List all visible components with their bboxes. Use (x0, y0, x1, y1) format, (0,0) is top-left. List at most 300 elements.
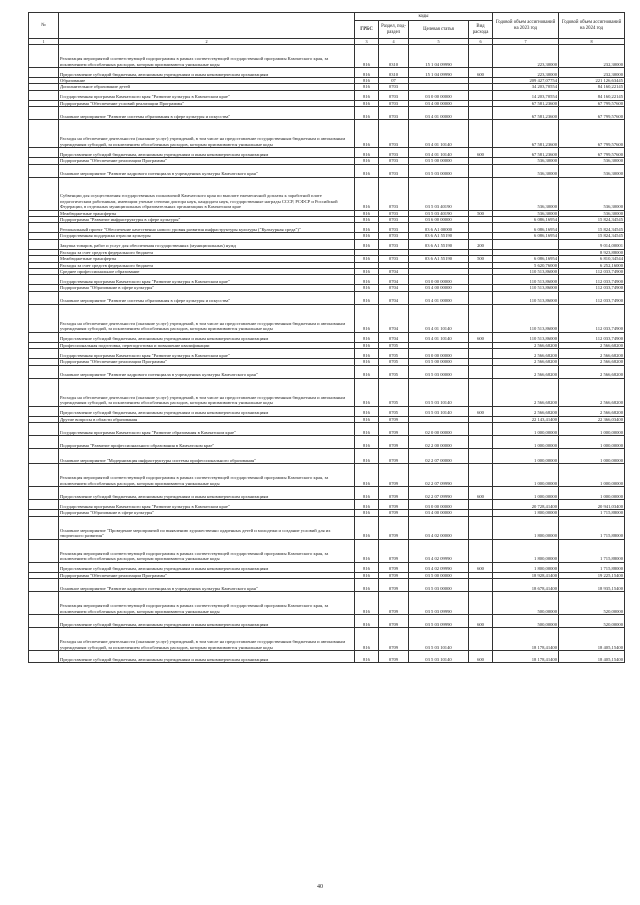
row-csr-cell: 02 2 07 09990 (409, 487, 469, 500)
row-volume-2023-cell: 2 566,68200 (493, 406, 559, 416)
row-grbs-cell: 816 (355, 239, 379, 249)
row-volume-2023-cell: 5 620,76000 (493, 262, 559, 268)
row-vr-cell: 600 (469, 650, 493, 662)
row-razdel-cell: 0703 (379, 158, 409, 164)
row-name-cell: Предоставление субсидий бюджетным, автономным учреждениям и иным некоммерческим организациям (59, 562, 355, 572)
row-grbs-cell: 816 (355, 464, 379, 487)
row-grbs-cell: 816 (355, 233, 379, 239)
row-volume-2024-cell: 232,30000 (559, 68, 625, 78)
row-razdel-cell: 0709 (379, 416, 409, 422)
row-razdel-cell: 0709 (379, 464, 409, 487)
row-name-cell: Подпрограмма "Обеспечение реализации Программы" (59, 158, 355, 164)
row-grbs-cell: 816 (355, 291, 379, 304)
row-grbs-cell: 816 (355, 614, 379, 627)
table-row (29, 516, 625, 539)
row-volume-2023-cell: 536,30000 (493, 210, 559, 216)
row-number-cell (29, 500, 59, 510)
row-name-cell: Государственная программа Камчатского края "Развитие культуры в Камчатском крае" (59, 90, 355, 100)
row-grbs-cell: 816 (355, 177, 379, 210)
row-grbs-cell: 816 (355, 562, 379, 572)
row-volume-2023-cell: 1 800,00000 (493, 539, 559, 562)
row-volume-2023-cell (493, 239, 559, 249)
row-volume-2024-cell: 2 566,68200 (559, 359, 625, 365)
column-number: 8 (559, 39, 625, 45)
row-name-cell: Предоставление субсидий бюджетным, автономным учреждениям и иным некоммерческим организациям (59, 614, 355, 627)
row-csr-cell: 03 6 00 00000 (409, 217, 469, 223)
row-grbs-cell: 816 (355, 627, 379, 650)
row-razdel-cell: 0703 (379, 84, 409, 90)
row-number-cell (29, 90, 59, 100)
row-volume-2024-cell: 1 000,00000 (559, 487, 625, 500)
row-name-cell: Предоставление субсидий бюджетным, автономным учреждениям и иным некоммерческим организациям (59, 650, 355, 662)
row-volume-2024-cell: 67 799,57600 (559, 100, 625, 106)
row-volume-2023-cell: 6 086,16954 (493, 233, 559, 239)
row-number-cell (29, 164, 59, 177)
row-volume-2024-cell: 1 000,00000 (559, 449, 625, 464)
row-vr-cell: 600 (469, 562, 493, 572)
row-vr-cell (469, 304, 493, 332)
row-volume-2024-cell: 536,30000 (559, 164, 625, 177)
row-razdel-cell: 0704 (379, 291, 409, 304)
row-volume-2024-cell: 1 715,88000 (559, 539, 625, 562)
row-razdel-cell: 0703 (379, 210, 409, 216)
row-number-cell (29, 304, 59, 332)
row-name-cell: Основное мероприятие "Развитие кадрового потенциала в учреждениях культуры Камчатского края" (59, 164, 355, 177)
row-volume-2023-cell: 1 000,00000 (493, 436, 559, 449)
row-name-cell: Расходы на обеспечение деятельности (оказание услуг) учреждений, в том числе на предоставление государственным бюджетным и автономным учреждениям субсидий, за исключением обособленных расходов, которым присваиваются уникальные коды (59, 627, 355, 650)
row-grbs-cell: 816 (355, 78, 379, 84)
row-volume-2023-cell: 1 000,00000 (493, 449, 559, 464)
row-volume-2024-cell: 67 799,57600 (559, 120, 625, 148)
row-volume-2024-cell: 1 715,88000 (559, 510, 625, 516)
row-volume-2024-cell: 1 715,88000 (559, 516, 625, 539)
row-name-cell: Государственная программа Камчатского края "Развитие культуры в Камчатском крае" (59, 275, 355, 285)
row-name-cell: Расходы за счет средств федерального бюджета (59, 249, 355, 255)
row-grbs-cell: 816 (355, 90, 379, 100)
row-volume-2023-cell: 500,00000 (493, 591, 559, 614)
row-vr-cell (469, 120, 493, 148)
row-name-cell: Реализация мероприятий соответствующей подпрограммы в рамках соответствующей государственной программы Камчатского края, за исключением обособленных расходов, которым присваиваются уникальные коды (59, 464, 355, 487)
row-name-cell: Другие вопросы в области образования (59, 416, 355, 422)
row-name-cell: Расходы за счет средств федерального бюджета (59, 262, 355, 268)
column-number: 7 (493, 39, 559, 45)
row-grbs-cell: 816 (355, 100, 379, 106)
row-vr-cell (469, 591, 493, 614)
row-volume-2023-cell: 22 143,41400 (493, 416, 559, 422)
column-number: 6 (469, 39, 493, 45)
row-name-cell: Подпрограмма "Образование в сфере культуры" (59, 285, 355, 291)
row-vr-cell (469, 516, 493, 539)
row-csr-cell: 03 0 00 00000 (409, 500, 469, 510)
row-grbs-cell: 816 (355, 120, 379, 148)
row-csr-cell: 03 4 01 10140 (409, 332, 469, 342)
row-volume-2024-cell: 2 566,68200 (559, 349, 625, 359)
row-number-cell (29, 650, 59, 662)
row-razdel-cell: 0709 (379, 516, 409, 539)
row-number-cell (29, 275, 59, 285)
row-csr-cell: 03 0 00 00000 (409, 90, 469, 100)
row-volume-2023-cell: 2 566,68200 (493, 349, 559, 359)
row-grbs-cell: 816 (355, 269, 379, 275)
row-name-cell: Государственная программа Камчатского края "Развитие культуры в Камчатском крае" (59, 500, 355, 510)
row-csr-cell: 03 5 03 10140 (409, 650, 469, 662)
table-row (29, 487, 625, 500)
table-row (29, 436, 625, 449)
table-row (29, 423, 625, 436)
row-volume-2024-cell: 1 000,00000 (559, 423, 625, 436)
row-volume-2023-cell: 536,30000 (493, 164, 559, 177)
row-vr-cell: 200 (469, 239, 493, 249)
table-row (29, 120, 625, 148)
row-csr-cell: 03 4 01 10140 (409, 148, 469, 158)
row-grbs-cell: 816 (355, 572, 379, 578)
row-name-cell: Межбюджетные трансферты (59, 210, 355, 216)
page-number: 40 (317, 884, 323, 890)
row-volume-2024-cell: 1 000,00000 (559, 464, 625, 487)
row-volume-2024-cell: 15 824,34545 (559, 223, 625, 233)
row-razdel-cell: 0709 (379, 539, 409, 562)
row-name-cell: Подпрограмма "Обеспечение реализации Программы" (59, 572, 355, 578)
row-name-cell: Подпрограмма "Образование в сфере культуры" (59, 510, 355, 516)
row-volume-2024-cell: 1 715,88000 (559, 562, 625, 572)
table-row (29, 349, 625, 359)
row-vr-cell (469, 423, 493, 436)
row-grbs-cell: 816 (355, 487, 379, 500)
row-razdel-cell: 0703 (379, 120, 409, 148)
row-number-cell (29, 406, 59, 416)
row-volume-2023-cell: 209 427,07754 (493, 78, 559, 84)
header-razdel: Раздел, под-раздел (379, 21, 409, 39)
row-vr-cell (469, 291, 493, 304)
row-razdel-cell: 0704 (379, 285, 409, 291)
row-razdel-cell: 0709 (379, 572, 409, 578)
row-number-cell (29, 487, 59, 500)
row-razdel-cell: 0709 (379, 449, 409, 464)
header-number: № (29, 13, 59, 39)
row-vr-cell: 500 (469, 256, 493, 262)
table-row (29, 223, 625, 233)
row-vr-cell (469, 449, 493, 464)
row-razdel-cell: 0709 (379, 650, 409, 662)
row-vr-cell (469, 164, 493, 177)
row-name-cell: Расходы на обеспечение деятельности (оказание услуг) учреждений, в том числе на предоставление государственным бюджетным и автономным учреждениям субсидий, за исключением обособленных расходов, которым присваиваются уникальные коды (59, 120, 355, 148)
row-csr-cell: 03 5 03 40190 (409, 210, 469, 216)
row-csr-cell: 02 2 00 00000 (409, 436, 469, 449)
row-name-cell: Межбюджетные трансферты (59, 256, 355, 262)
row-vr-cell: 600 (469, 614, 493, 627)
row-number-cell (29, 539, 59, 562)
row-number-cell (29, 349, 59, 359)
budget-table (28, 12, 625, 663)
row-razdel-cell: 0703 (379, 164, 409, 177)
row-vr-cell (469, 177, 493, 210)
row-razdel-cell: 0703 (379, 90, 409, 100)
row-name-cell: Предоставление субсидий бюджетным, автономным учреждениям и иным некоммерческим организациям (59, 148, 355, 158)
row-name-cell: Подпрограмма "Обеспечение реализации Программы" (59, 359, 355, 365)
row-csr-cell: 15 1 04 09990 (409, 68, 469, 78)
row-volume-2024-cell: 18 405,15400 (559, 627, 625, 650)
row-vr-cell: 600 (469, 332, 493, 342)
row-volume-2023-cell: 2 566,68200 (493, 365, 559, 378)
row-csr-cell: 03 5 03 09990 (409, 591, 469, 614)
row-name-cell: Среднее профессиональное образование (59, 269, 355, 275)
row-volume-2024-cell: 520,00000 (559, 614, 625, 627)
row-razdel-cell: 0705 (379, 359, 409, 365)
table-row (29, 614, 625, 627)
table-row (29, 578, 625, 591)
row-volume-2023-cell: 1 000,00000 (493, 464, 559, 487)
row-grbs-cell: 816 (355, 500, 379, 510)
row-grbs-cell: 816 (355, 591, 379, 614)
row-name-cell: Реализация мероприятий соответствующей подпрограммы в рамках соответствующей государственной программы Камчатского края, за исключением обособленных расходов, которым присваиваются уникальные коды (59, 591, 355, 614)
table-row (29, 627, 625, 650)
row-volume-2023-cell: 2 566,68200 (493, 359, 559, 365)
row-number-cell (29, 45, 59, 68)
row-volume-2024-cell: 2 566,68200 (559, 406, 625, 416)
row-razdel-cell: 0705 (379, 365, 409, 378)
row-volume-2024-cell: 112 033,74900 (559, 332, 625, 342)
table-row (29, 107, 625, 120)
row-grbs-cell: 816 (355, 359, 379, 365)
row-volume-2024-cell: 18 935,15400 (559, 578, 625, 591)
row-csr-cell: 03 0 00 00000 (409, 275, 469, 285)
row-grbs-cell: 816 (355, 436, 379, 449)
row-csr-cell: 03 4 01 00000 (409, 107, 469, 120)
row-razdel-cell: 0703 (379, 256, 409, 262)
row-volume-2023-cell: 67 581,23600 (493, 120, 559, 148)
row-volume-2024-cell: 221 126,63445 (559, 78, 625, 84)
row-csr-cell: 03 5 03 40190 (409, 177, 469, 210)
row-volume-2024-cell: 536,30000 (559, 158, 625, 164)
row-razdel-cell: 0709 (379, 562, 409, 572)
row-name-cell: Дополнительное образование детей (59, 84, 355, 90)
row-grbs-cell: 816 (355, 217, 379, 223)
header-vr: Вид расхода (469, 21, 493, 39)
table-row (29, 239, 625, 249)
row-vr-cell (469, 365, 493, 378)
row-razdel-cell: 0310 (379, 68, 409, 78)
row-volume-2024-cell: 6 252,16000 (559, 262, 625, 268)
row-vr-cell (469, 378, 493, 406)
row-grbs-cell: 816 (355, 223, 379, 233)
row-csr-cell: 03 6 A1 55190 (409, 239, 469, 249)
row-number-cell (29, 516, 59, 539)
row-grbs-cell: 816 (355, 304, 379, 332)
row-volume-2024-cell: 67 799,57600 (559, 107, 625, 120)
row-volume-2024-cell: 536,30000 (559, 177, 625, 210)
row-number-cell (29, 464, 59, 487)
row-volume-2024-cell: 112 033,74900 (559, 269, 625, 275)
row-volume-2023-cell: 536,30000 (493, 177, 559, 210)
table-row (29, 464, 625, 487)
row-volume-2024-cell: 2 566,68200 (559, 342, 625, 348)
row-number-cell (29, 365, 59, 378)
row-name-cell: Региональный проект "Обеспечение качественно нового уровня развития инфраструктуры культуры ("Культурная среда")" (59, 223, 355, 233)
row-razdel-cell: 0709 (379, 591, 409, 614)
row-csr-cell: 03 5 03 00000 (409, 365, 469, 378)
row-volume-2024-cell: 112 033,74900 (559, 304, 625, 332)
row-volume-2023-cell: 110 513,86000 (493, 269, 559, 275)
row-volume-2023-cell: 18 178,41400 (493, 627, 559, 650)
row-csr-cell: 02 2 07 00000 (409, 449, 469, 464)
row-csr-cell: 03 5 00 00000 (409, 158, 469, 164)
row-volume-2024-cell: 112 033,74900 (559, 285, 625, 291)
row-volume-2024-cell: 18 405,15400 (559, 650, 625, 662)
row-razdel-cell: 0704 (379, 332, 409, 342)
table-row (29, 591, 625, 614)
row-volume-2024-cell: 1 000,00000 (559, 436, 625, 449)
row-name-cell: Государственная поддержка отрасли культуры (59, 233, 355, 239)
row-number-cell (29, 378, 59, 406)
row-volume-2024-cell: 2 566,68200 (559, 378, 625, 406)
row-grbs-cell: 816 (355, 365, 379, 378)
row-grbs-cell: 816 (355, 275, 379, 285)
row-grbs-cell: 816 (355, 516, 379, 539)
row-number-cell (29, 562, 59, 572)
row-name-cell: Реализация мероприятий соответствующей подпрограммы в рамках соответствующей государственной программы Камчатского края, за исключением обособленных расходов, которым присваиваются уникальные коды (59, 45, 355, 68)
row-csr-cell: 03 5 03 10140 (409, 627, 469, 650)
row-grbs-cell: 816 (355, 539, 379, 562)
row-csr-cell: 03 5 03 00000 (409, 164, 469, 177)
row-number-cell (29, 223, 59, 233)
row-csr-cell: 03 4 00 00000 (409, 285, 469, 291)
row-grbs-cell: 816 (355, 332, 379, 342)
row-razdel-cell: 0703 (379, 107, 409, 120)
row-csr-cell: 03 5 00 00000 (409, 359, 469, 365)
row-number-cell (29, 332, 59, 342)
row-vr-cell: 600 (469, 68, 493, 78)
table-row (29, 365, 625, 378)
row-vr-cell (469, 464, 493, 487)
table-row (29, 177, 625, 210)
row-vr-cell (469, 223, 493, 233)
row-volume-2023-cell: 1 000,00000 (493, 487, 559, 500)
table-row (29, 500, 625, 510)
row-volume-2023-cell: 2 566,68200 (493, 378, 559, 406)
row-name-cell: Предоставление субсидий бюджетным, автономным учреждениям и иным некоммерческим организациям (59, 68, 355, 78)
row-vr-cell (469, 107, 493, 120)
row-csr-cell: 03 5 03 00000 (409, 578, 469, 591)
row-vr-cell (469, 627, 493, 650)
row-grbs-cell: 816 (355, 650, 379, 662)
row-grbs-cell: 816 (355, 210, 379, 216)
row-razdel-cell: 0703 (379, 239, 409, 249)
row-razdel-cell: 0704 (379, 304, 409, 332)
row-volume-2023-cell: 500,00000 (493, 614, 559, 627)
row-razdel-cell: 0705 (379, 406, 409, 416)
row-grbs-cell: 816 (355, 107, 379, 120)
row-razdel-cell: 0709 (379, 578, 409, 591)
row-volume-2024-cell: 6 810,34544 (559, 256, 625, 262)
table-row (29, 164, 625, 177)
table-row (29, 304, 625, 332)
row-name-cell: Основное мероприятие "Проведение мероприятий по выявлению художественно одаренных детей и молодежи и создание условий для их творческого развития" (59, 516, 355, 539)
row-volume-2023-cell: 223,30000 (493, 45, 559, 68)
table-row (29, 68, 625, 78)
row-csr-cell: 03 6 A1 00000 (409, 223, 469, 233)
row-name-cell: Субвенции для осуществления государственных полномочий Камчатского края по выплате ежемесячной доплаты к заработной плате педагогическим работникам, имеющим ученые степени доктора наук, кандидата наук, государственные награды СССР, РСФСР и Российской Федерации, в отдельных муниципальных образовательных организациях в Камчатском крае (59, 177, 355, 210)
table-row (29, 562, 625, 572)
row-volume-2024-cell: 15 824,34545 (559, 217, 625, 223)
row-number-cell (29, 120, 59, 148)
column-number: 2 (59, 39, 355, 45)
row-name-cell: Подпрограмма "Развитие инфраструктуры в сфере культуры" (59, 217, 355, 223)
row-razdel-cell: 0709 (379, 487, 409, 500)
row-volume-2024-cell: 84 160,22145 (559, 84, 625, 90)
table-row (29, 406, 625, 416)
row-volume-2023-cell: 6 086,16954 (493, 223, 559, 233)
row-volume-2023-cell: 20 728,41400 (493, 500, 559, 510)
row-volume-2024-cell: 112 033,74900 (559, 291, 625, 304)
header-grbs: ГРБС (355, 21, 379, 39)
row-grbs-cell: 816 (355, 45, 379, 68)
row-number-cell (29, 449, 59, 464)
row-grbs-cell: 816 (355, 510, 379, 516)
row-razdel-cell: 0703 (379, 217, 409, 223)
row-csr-cell: 03 4 00 00000 (409, 510, 469, 516)
row-razdel-cell: 0705 (379, 378, 409, 406)
row-volume-2024-cell: 536,30000 (559, 210, 625, 216)
row-vr-cell: 600 (469, 406, 493, 416)
row-csr-cell: 02 2 07 09990 (409, 464, 469, 487)
row-vr-cell (469, 500, 493, 510)
row-name-cell: Закупка товаров, работ и услуг для обеспечения государственных (муниципальных) нужд (59, 239, 355, 249)
document-sheet (28, 12, 624, 663)
row-volume-2023-cell: 536,30000 (493, 158, 559, 164)
row-volume-2023-cell: 110 513,86000 (493, 275, 559, 285)
row-razdel-cell: 0709 (379, 614, 409, 627)
row-grbs-cell: 816 (355, 68, 379, 78)
row-csr-cell: 03 4 01 00000 (409, 291, 469, 304)
row-razdel-cell: 0709 (379, 423, 409, 436)
row-csr-cell: 03 4 02 00000 (409, 516, 469, 539)
row-razdel-cell: 0703 (379, 148, 409, 158)
row-volume-2023-cell: 110 513,86000 (493, 332, 559, 342)
row-name-cell: Государственная программа Камчатского края "Развитие образования в Камчатском крае" (59, 423, 355, 436)
row-razdel-cell: 0703 (379, 233, 409, 239)
row-volume-2023-cell: 1 000,00000 (493, 423, 559, 436)
row-number-cell (29, 107, 59, 120)
row-volume-2024-cell: 520,00000 (559, 591, 625, 614)
row-volume-2024-cell: 8 923,88000 (559, 249, 625, 255)
row-csr-cell: 03 5 03 09990 (409, 614, 469, 627)
row-razdel-cell: 0704 (379, 275, 409, 285)
row-vr-cell (469, 275, 493, 285)
row-razdel-cell: 07 (379, 78, 409, 84)
row-volume-2023-cell: 67 581,23600 (493, 100, 559, 106)
row-volume-2023-cell: 67 581,23600 (493, 107, 559, 120)
column-number: 1 (29, 39, 59, 45)
row-vr-cell: 500 (469, 210, 493, 216)
row-volume-2023-cell: 223,30000 (493, 68, 559, 78)
row-volume-2023-cell: 1 800,00000 (493, 562, 559, 572)
row-volume-2024-cell: 22 366,03400 (559, 416, 625, 422)
row-volume-2024-cell: 15 824,34545 (559, 233, 625, 239)
row-volume-2024-cell: 84 160,22145 (559, 90, 625, 100)
row-vr-cell (469, 436, 493, 449)
header-volume-2024: Годовой объем ассигнований на 2024 год (559, 13, 625, 39)
row-grbs-cell: 816 (355, 148, 379, 158)
row-vr-cell (469, 45, 493, 68)
column-number: 5 (409, 39, 469, 45)
row-number-cell (29, 578, 59, 591)
row-grbs-cell: 816 (355, 158, 379, 164)
row-grbs-cell: 816 (355, 349, 379, 359)
row-number-cell (29, 291, 59, 304)
row-name-cell: Расходы на обеспечение деятельности (оказание услуг) учреждений, в том числе на предоставление государственным бюджетным и автономным учреждениям субсидий, за исключением обособленных расходов, которым присваиваются уникальные коды (59, 304, 355, 332)
row-name-cell: Основное мероприятие "Развитие кадрового потенциала в учреждениях культуры Камчатского края" (59, 365, 355, 378)
row-csr-cell: 03 5 03 10140 (409, 378, 469, 406)
